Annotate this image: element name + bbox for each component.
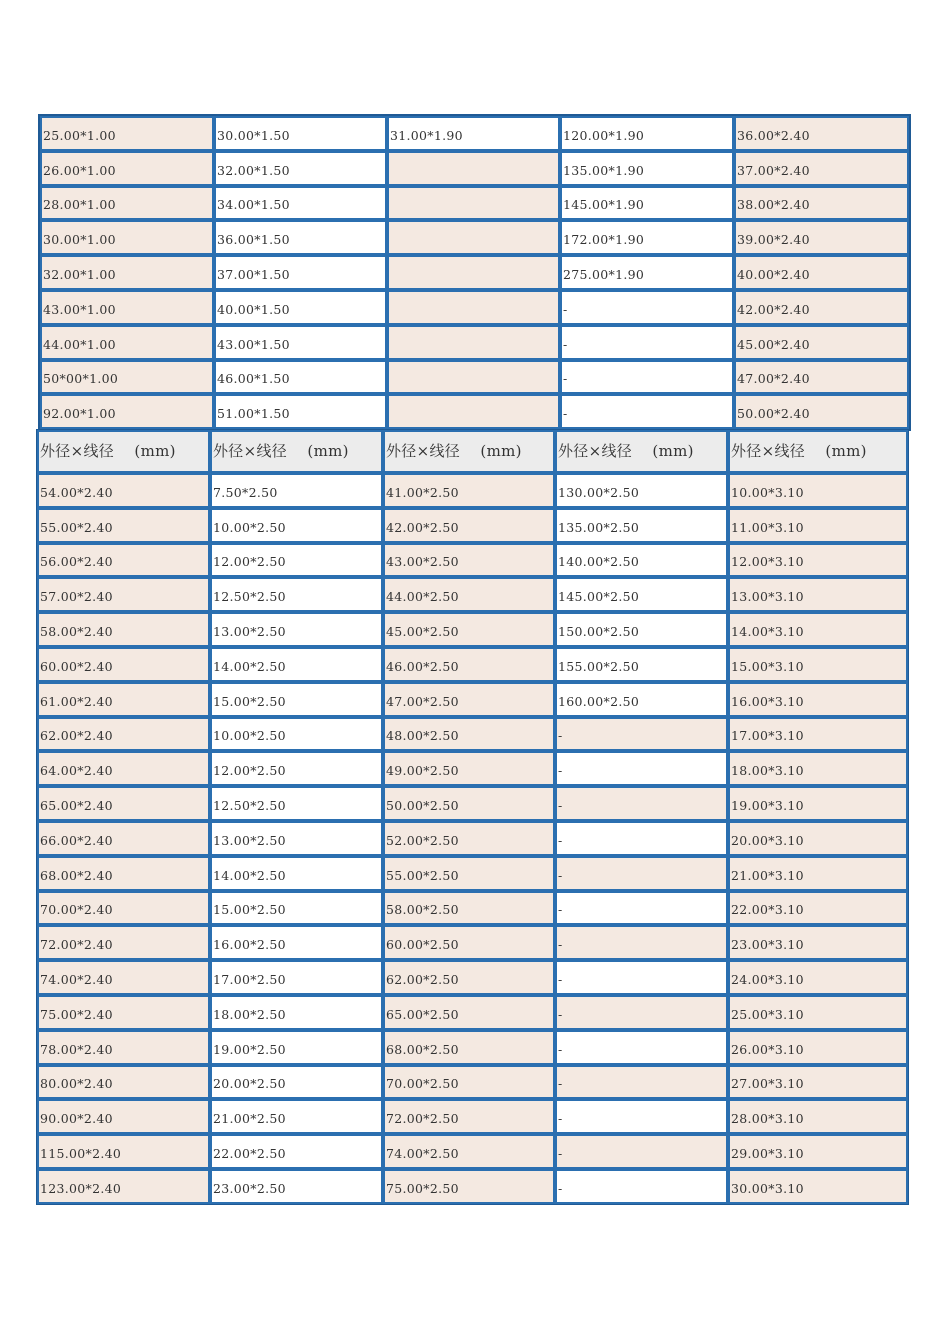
table-cell: -	[555, 1030, 728, 1065]
table-cell: 45.00*2.40	[734, 325, 909, 360]
table-cell: 42.00*2.50	[383, 508, 555, 543]
table-cell: 52.00*2.50	[383, 821, 555, 856]
table-cell: 78.00*2.40	[37, 1030, 210, 1065]
table-row	[37, 682, 908, 717]
table-cell: 50*00*1.00	[40, 360, 214, 395]
table-cell: 20.00*2.50	[210, 1065, 383, 1100]
table-cell: 80.00*2.40	[37, 1065, 210, 1100]
table-cell: 57.00*2.40	[37, 577, 210, 612]
table-cell: 61.00*2.40	[37, 682, 210, 717]
table-cell: 10.00*2.50	[210, 717, 383, 752]
table-cell: -	[555, 995, 728, 1030]
table-cell: 150.00*2.50	[555, 612, 728, 647]
table-cell: 44.00*2.50	[383, 577, 555, 612]
table-row	[37, 995, 908, 1030]
table-cell: 10.00*3.10	[728, 473, 908, 508]
table-cell: 48.00*2.50	[383, 717, 555, 752]
table-cell: 55.00*2.50	[383, 856, 555, 891]
table-cell: 38.00*2.40	[734, 186, 909, 221]
table-cell: 120.00*1.90	[560, 116, 734, 151]
table-cell: 26.00*1.00	[40, 151, 214, 186]
table-cell: 40.00*1.50	[214, 290, 387, 325]
table-cell: 12.00*2.50	[210, 751, 383, 786]
table-row	[37, 1134, 908, 1169]
table-cell: 50.00*2.50	[383, 786, 555, 821]
table-cell: 54.00*2.40	[37, 473, 210, 508]
table-row	[37, 821, 908, 856]
table-cell: 145.00*1.90	[560, 186, 734, 221]
table-cell: 44.00*1.00	[40, 325, 214, 360]
table-cell: -	[555, 856, 728, 891]
table-row	[40, 325, 909, 360]
table-cell: 135.00*2.50	[555, 508, 728, 543]
table-cell: 46.00*2.50	[383, 647, 555, 682]
table-cell: 70.00*2.50	[383, 1065, 555, 1100]
table-cell: 58.00*2.40	[37, 612, 210, 647]
table-row	[37, 577, 908, 612]
table-cell: -	[555, 960, 728, 995]
size-table-bottom	[36, 429, 909, 1205]
table-cell: 140.00*2.50	[555, 543, 728, 578]
table-row	[40, 220, 909, 255]
table-cell: 160.00*2.50	[555, 682, 728, 717]
table-cell: 14.00*2.50	[210, 856, 383, 891]
table-row	[40, 255, 909, 290]
table-cell: 19.00*2.50	[210, 1030, 383, 1065]
table-cell: 28.00*3.10	[728, 1099, 908, 1134]
table-cell: 27.00*3.10	[728, 1065, 908, 1100]
table-cell: 15.00*3.10	[728, 647, 908, 682]
table-row	[37, 960, 908, 995]
table-cell: 19.00*3.10	[728, 786, 908, 821]
table-cell: 68.00*2.40	[37, 856, 210, 891]
table-cell: 28.00*1.00	[40, 186, 214, 221]
table-cell	[387, 325, 560, 360]
table-cell	[387, 290, 560, 325]
table-cell: 62.00*2.50	[383, 960, 555, 995]
table-cell: -	[560, 394, 734, 429]
table-cell: 12.50*2.50	[210, 786, 383, 821]
table-row	[37, 473, 908, 508]
table-cell: 68.00*2.50	[383, 1030, 555, 1065]
table-cell: 115.00*2.40	[37, 1134, 210, 1169]
table-cell	[387, 360, 560, 395]
table-cell: 13.00*2.50	[210, 612, 383, 647]
table-cell: 43.00*2.50	[383, 543, 555, 578]
table-cell: 74.00*2.40	[37, 960, 210, 995]
table-row	[40, 116, 909, 151]
table-cell: 60.00*2.50	[383, 925, 555, 960]
table-cell: 22.00*2.50	[210, 1134, 383, 1169]
table-cell: 15.00*2.50	[210, 682, 383, 717]
table-cell: 22.00*3.10	[728, 891, 908, 926]
table-cell: 55.00*2.40	[37, 508, 210, 543]
table-cell: 43.00*1.00	[40, 290, 214, 325]
table-cell: -	[555, 1169, 728, 1204]
table-cell: 75.00*2.40	[37, 995, 210, 1030]
table-cell: 72.00*2.40	[37, 925, 210, 960]
table-cell: -	[555, 891, 728, 926]
table-cell: 34.00*1.50	[214, 186, 387, 221]
table-cell: 13.00*2.50	[210, 821, 383, 856]
table-cell: 65.00*2.40	[37, 786, 210, 821]
table-cell	[387, 220, 560, 255]
table-row	[37, 1099, 908, 1134]
table-cell: 172.00*1.90	[560, 220, 734, 255]
column-header: 外径×线径 (mm)	[210, 430, 383, 473]
table-cell: 25.00*3.10	[728, 995, 908, 1030]
table-cell: 12.50*2.50	[210, 577, 383, 612]
table-cell: 24.00*3.10	[728, 960, 908, 995]
table-cell: 37.00*1.50	[214, 255, 387, 290]
table-cell: 58.00*2.50	[383, 891, 555, 926]
table-cell: -	[555, 751, 728, 786]
table-cell: 16.00*3.10	[728, 682, 908, 717]
table-cell: 51.00*1.50	[214, 394, 387, 429]
table-cell: 275.00*1.90	[560, 255, 734, 290]
table-cell: 46.00*1.50	[214, 360, 387, 395]
table-cell: 130.00*2.50	[555, 473, 728, 508]
table-row	[37, 856, 908, 891]
table-cell: 18.00*2.50	[210, 995, 383, 1030]
table-row	[37, 925, 908, 960]
table-cell	[387, 151, 560, 186]
table-cell: 14.00*3.10	[728, 612, 908, 647]
table-cell: 14.00*2.50	[210, 647, 383, 682]
table-cell: 32.00*1.50	[214, 151, 387, 186]
column-header: 外径×线径 (mm)	[728, 430, 908, 473]
table-row	[37, 1065, 908, 1100]
column-header: 外径×线径 (mm)	[37, 430, 210, 473]
table-row	[40, 360, 909, 395]
table-cell: 50.00*2.40	[734, 394, 909, 429]
table-cell	[387, 255, 560, 290]
table-cell: 64.00*2.40	[37, 751, 210, 786]
table-cell: 45.00*2.50	[383, 612, 555, 647]
table-cell: 43.00*1.50	[214, 325, 387, 360]
table-cell: -	[560, 325, 734, 360]
table-cell: 12.00*3.10	[728, 543, 908, 578]
table-cell: 37.00*2.40	[734, 151, 909, 186]
table-cell: 36.00*1.50	[214, 220, 387, 255]
table-cell: 72.00*2.50	[383, 1099, 555, 1134]
table-cell: 10.00*2.50	[210, 508, 383, 543]
table-cell: 30.00*3.10	[728, 1169, 908, 1204]
table-cell: 155.00*2.50	[555, 647, 728, 682]
table-cell: 16.00*2.50	[210, 925, 383, 960]
table-cell: 11.00*3.10	[728, 508, 908, 543]
table-cell: 26.00*3.10	[728, 1030, 908, 1065]
table-cell: 62.00*2.40	[37, 717, 210, 752]
table-cell: 123.00*2.40	[37, 1169, 210, 1204]
table-cell: 29.00*3.10	[728, 1134, 908, 1169]
table-row	[40, 186, 909, 221]
table-cell: 145.00*2.50	[555, 577, 728, 612]
table-cell: 135.00*1.90	[560, 151, 734, 186]
table-cell: 18.00*3.10	[728, 751, 908, 786]
table-cell: -	[555, 717, 728, 752]
table-cell: 17.00*2.50	[210, 960, 383, 995]
table-cell: 60.00*2.40	[37, 647, 210, 682]
table-cell: -	[555, 1099, 728, 1134]
table-cell: 12.00*2.50	[210, 543, 383, 578]
size-table-top	[38, 114, 911, 431]
table-cell: -	[555, 821, 728, 856]
table-cell: 41.00*2.50	[383, 473, 555, 508]
table-cell: 15.00*2.50	[210, 891, 383, 926]
table-row	[40, 290, 909, 325]
table-cell: 49.00*2.50	[383, 751, 555, 786]
table-cell: 70.00*2.40	[37, 891, 210, 926]
table-cell: 47.00*2.50	[383, 682, 555, 717]
table-cell: 13.00*3.10	[728, 577, 908, 612]
table-cell: 25.00*1.00	[40, 116, 214, 151]
table-row	[37, 1169, 908, 1204]
table-cell: 36.00*2.40	[734, 116, 909, 151]
table-cell: 31.00*1.90	[387, 116, 560, 151]
table-cell: 7.50*2.50	[210, 473, 383, 508]
table-cell: -	[555, 925, 728, 960]
table-row	[37, 717, 908, 752]
table-cell: 92.00*1.00	[40, 394, 214, 429]
table-row	[40, 394, 909, 429]
table-cell: 32.00*1.00	[40, 255, 214, 290]
table-cell	[387, 394, 560, 429]
table-row	[40, 151, 909, 186]
table-cell: 47.00*2.40	[734, 360, 909, 395]
table-row	[37, 1030, 908, 1065]
table-cell: 90.00*2.40	[37, 1099, 210, 1134]
table-header-row	[37, 430, 908, 473]
table-cell: 30.00*1.00	[40, 220, 214, 255]
column-header: 外径×线径 (mm)	[555, 430, 728, 473]
table-cell: 66.00*2.40	[37, 821, 210, 856]
table-cell: 40.00*2.40	[734, 255, 909, 290]
table-row	[37, 647, 908, 682]
table-row	[37, 891, 908, 926]
table-cell: -	[555, 786, 728, 821]
table-cell: 75.00*2.50	[383, 1169, 555, 1204]
table-row	[37, 751, 908, 786]
table-cell: 23.00*2.50	[210, 1169, 383, 1204]
table-row	[37, 508, 908, 543]
table-row	[37, 612, 908, 647]
table-cell: 30.00*1.50	[214, 116, 387, 151]
table-cell: -	[560, 290, 734, 325]
table-cell: 20.00*3.10	[728, 821, 908, 856]
table-cell: 39.00*2.40	[734, 220, 909, 255]
table-cell	[387, 186, 560, 221]
table-cell: 42.00*2.40	[734, 290, 909, 325]
table-cell: 56.00*2.40	[37, 543, 210, 578]
table-cell: -	[555, 1065, 728, 1100]
table-cell: 21.00*3.10	[728, 856, 908, 891]
table-cell: 21.00*2.50	[210, 1099, 383, 1134]
table-cell: 17.00*3.10	[728, 717, 908, 752]
table-row	[37, 786, 908, 821]
table-cell: 65.00*2.50	[383, 995, 555, 1030]
table-cell: 74.00*2.50	[383, 1134, 555, 1169]
table-row	[37, 543, 908, 578]
table-cell: -	[560, 360, 734, 395]
table-cell: -	[555, 1134, 728, 1169]
column-header: 外径×线径 (mm)	[383, 430, 555, 473]
table-cell: 23.00*3.10	[728, 925, 908, 960]
